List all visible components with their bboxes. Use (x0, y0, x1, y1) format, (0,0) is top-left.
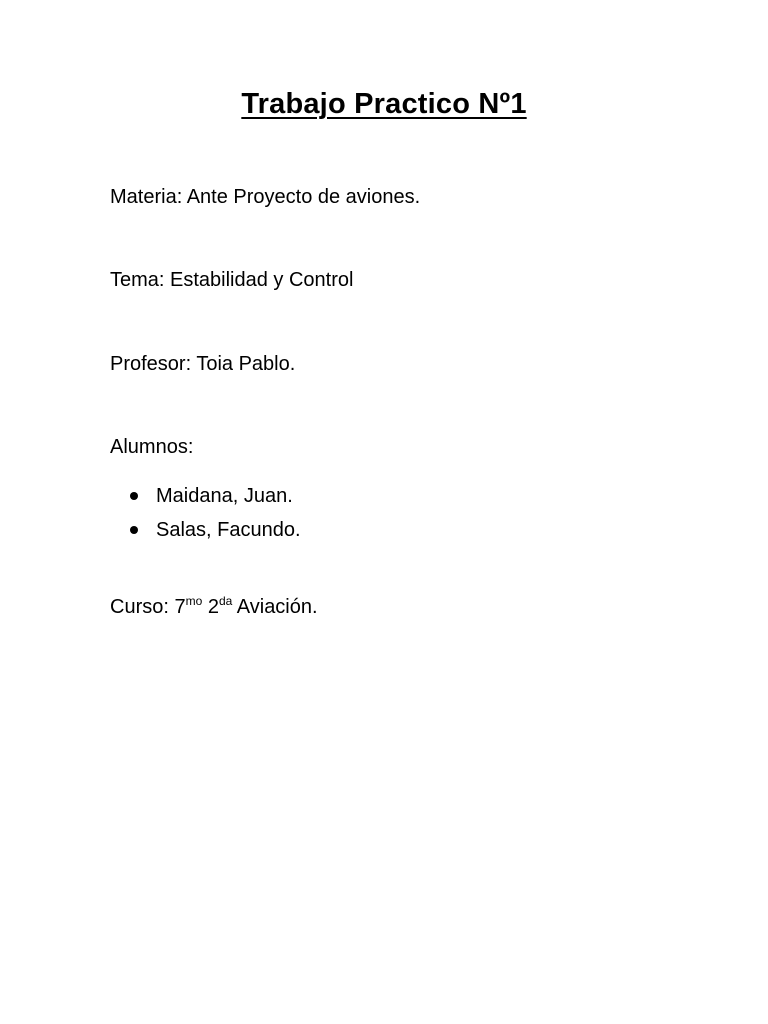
curso-orientation: Aviación. (232, 596, 318, 618)
curso-ordinal-1: mo (185, 594, 203, 608)
tema-line: Tema: Estabilidad y Control (110, 269, 354, 291)
profesor-line: Profesor: Toia Pablo. (110, 353, 296, 375)
materia-line: Materia: Ante Proyecto de aviones. (110, 186, 421, 208)
document-title: Trabajo Practico Nº1 (241, 88, 527, 120)
alumno-name: Maidana, Juan. (156, 484, 293, 507)
alumnos-label: Alumnos: (110, 436, 194, 458)
bullet-icon (130, 526, 138, 534)
list-item (130, 513, 301, 547)
curso-line (110, 596, 318, 619)
bullet-icon (130, 492, 138, 500)
curso-ordinal-2: da (218, 594, 233, 608)
curso-division: 2 (202, 596, 219, 618)
alumnos-list (130, 479, 301, 547)
curso-label: Curso: 7 (110, 596, 186, 618)
alumno-name: Salas, Facundo. (156, 518, 301, 541)
list-item (130, 479, 301, 513)
